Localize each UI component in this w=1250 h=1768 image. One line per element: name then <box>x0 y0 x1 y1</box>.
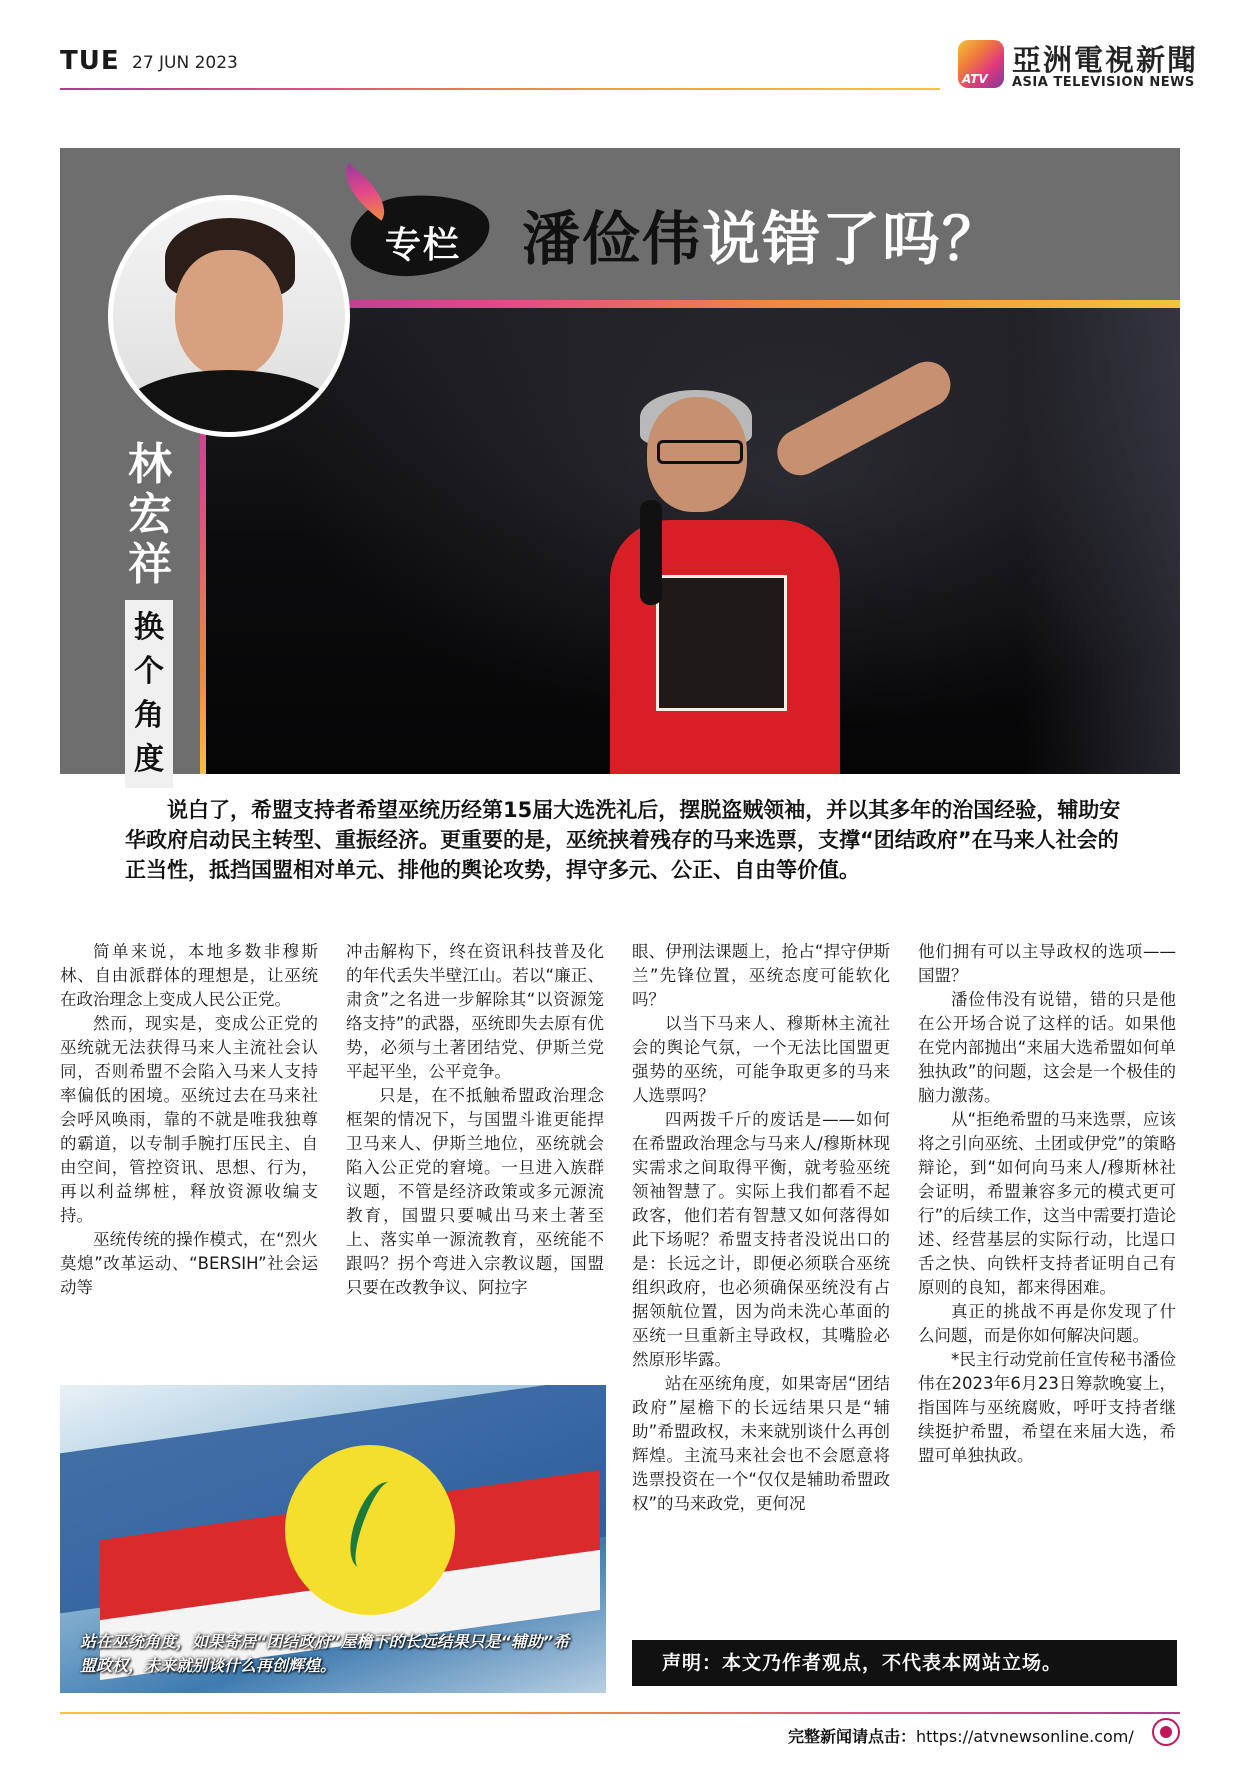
paragraph: 从“拒绝希盟的马来选票，应该将之引向巫统、土团或伊党”的策略辩论，到“如何向马来人/穆斯林社会证明，希盟兼容多元的模式更可行”的后续工作，这当中需要打造论述、经营基层的实际行动，比逞口舌之快、向铁杆支持者证明自己有原则的良知，都来得困难。 <box>918 1110 1176 1297</box>
headline-question: 说错了吗？ <box>702 205 1003 273</box>
body-column-4 <box>918 940 1176 1468</box>
portrait-face <box>175 250 283 378</box>
speaker-glasses <box>657 440 743 464</box>
paragraph: 冲击解构下，终在资讯科技普及化的年代丢失半壁江山。若以“廉正、肃贪”之名进一步解除其“以资源笼络支持”的武器，巫统即失去原有优势，必须与土著团结党、伊斯兰党平起平坐，公平竞争。 <box>346 942 604 1081</box>
microphone-icon <box>640 500 662 605</box>
header-date: 27 JUN 2023 <box>132 53 238 73</box>
logo-badge: ATV <box>962 72 988 86</box>
paragraph: 巫统传统的操作模式，在“烈火莫熄”改革运动、“BERSIH”社会运动等 <box>60 1230 318 1297</box>
disclaimer: 声明：本文乃作者观点，不代表本网站立场。 <box>632 1640 1177 1686</box>
column-tag: 专栏 <box>385 225 462 266</box>
portrait-shirt <box>123 370 335 437</box>
body-column-2 <box>346 940 604 1300</box>
paragraph: 以当下马来人、穆斯林主流社会的舆论气氛，一个无法比国盟更强势的巫统，可能争取更多的马来人选票吗？ <box>632 1014 890 1105</box>
footer-label: 完整新闻请点击： <box>788 1727 917 1746</box>
footer-globe-icon[interactable] <box>1152 1718 1180 1746</box>
shirt-print <box>656 575 787 711</box>
inset-caption: 站在巫统角度，如果寄居“团结政府”屋檐下的长远结果只是“辅助”希盟政权，未来就别谈什么再创辉煌。 <box>80 1632 570 1675</box>
paragraph: 潘俭伟没有说错，错的只是他在公开场合说了这样的话。如果他在党内部抛出“来届大选希盟如何单独执政”的问题，这会是一个极佳的脑力激荡。 <box>918 990 1176 1105</box>
header-day: TUE <box>60 46 120 76</box>
paragraph: *民主行动党前任宣传秘书潘俭伟在2023年6月23日筹款晚宴上，指国阵与巫统腐败，呼吁支持者继续挺护希盟，希望在来届大选，希盟可单独执政。 <box>918 1350 1176 1465</box>
footer-link[interactable] <box>788 1724 1134 1747</box>
paragraph: 然而，现实是，变成公正党的巫统就无法获得马来人主流社会认同，否则希盟不会陷入马来人支持率偏低的困境。巫统过去在马来社会呼风唤雨，靠的不就是唯我独尊的霸道，以专制手腕打压民主、自由空间，管控资讯、思想、行为，再以利益绑桩，释放资源收编支持。 <box>60 1014 318 1225</box>
paragraph: 只是，在不抵触希盟政治理念框架的情况下，与国盟斗谁更能捍卫马来人、伊斯兰地位，巫统就会陷入公正党的窘境。一旦进入族群议题，不管是经济政策或多元源流教育，国盟只要喊出马来土著至上、落实单一源流教育，巫统能不跟吗？拐个弯进入宗教议题，国盟只要在改教争议、阿拉字 <box>346 1086 604 1297</box>
paragraph: 眼、伊刑法课题上，抢占“捍守伊斯兰”先锋位置，巫统态度可能软化吗？ <box>632 942 890 1009</box>
paragraph: 他们拥有可以主导政权的选项——国盟？ <box>918 942 1176 985</box>
headline <box>522 192 1002 276</box>
footer-divider <box>60 1712 1180 1714</box>
body-column-1 <box>60 940 318 1300</box>
paragraph: 简单来说，本地多数非穆斯林、自由派群体的理想是，让巫统在政治理念上变成人民公正党。 <box>60 942 318 1009</box>
author-name: 林宏祥 <box>128 439 172 590</box>
paragraph: 真正的挑战不再是你发现了什么问题，而是你如何解决问题。 <box>918 1302 1176 1345</box>
paragraph: 站在巫统角度，如果寄居“团结政府”屋檐下的长远结果只是“辅助”希盟政权，未来就别谈什么再创辉煌。主流马来社会也不会愿意将选票投资在一个“仅仅是辅助希盟政权”的马来政党，更何况 <box>632 1374 890 1513</box>
column-name: 换个角度 <box>125 600 173 788</box>
footer-url[interactable]: https://atvnewsonline.com/ <box>916 1727 1134 1746</box>
author-portrait <box>108 195 350 437</box>
logo-chinese: 亞洲電視新聞 <box>1012 43 1199 77</box>
stage-light <box>1020 308 1180 774</box>
headline-name: 潘俭伟 <box>522 205 703 273</box>
paragraph: 四两拨千斤的废话是——如何在希盟政治理念与马来人/穆斯林现实需求之间取得平衡，就考验巫统领袖智慧了。实际上我们都看不起政客，他们若有智慧又如何落得如此下场呢？希盟支持者没说出口的是：长远之计，即便必须联合巫统组织政府，也必须确保巫统没有占据领航位置，因为尚未洗心革面的巫统一旦重新主导政权，其嘴脸必然原形毕露。 <box>632 1110 890 1369</box>
header-divider <box>60 88 940 90</box>
lead-paragraph: 说白了，希盟支持者希望巫统历经第15届大选洗礼后，摆脱盗贼领袖，并以其多年的治国经验，辅助安华政府启动民主转型、重振经济。更重要的是，巫统挟着残存的马来选票，支撑“团结政府”在马来人社会的正当性，抵挡国盟相对单元、排他的舆论攻势，捍守多元、公正、自由等价值。 <box>125 798 1121 882</box>
body-column-3 <box>632 940 890 1516</box>
logo-english: ASIA TELEVISION NEWS <box>1012 75 1195 90</box>
